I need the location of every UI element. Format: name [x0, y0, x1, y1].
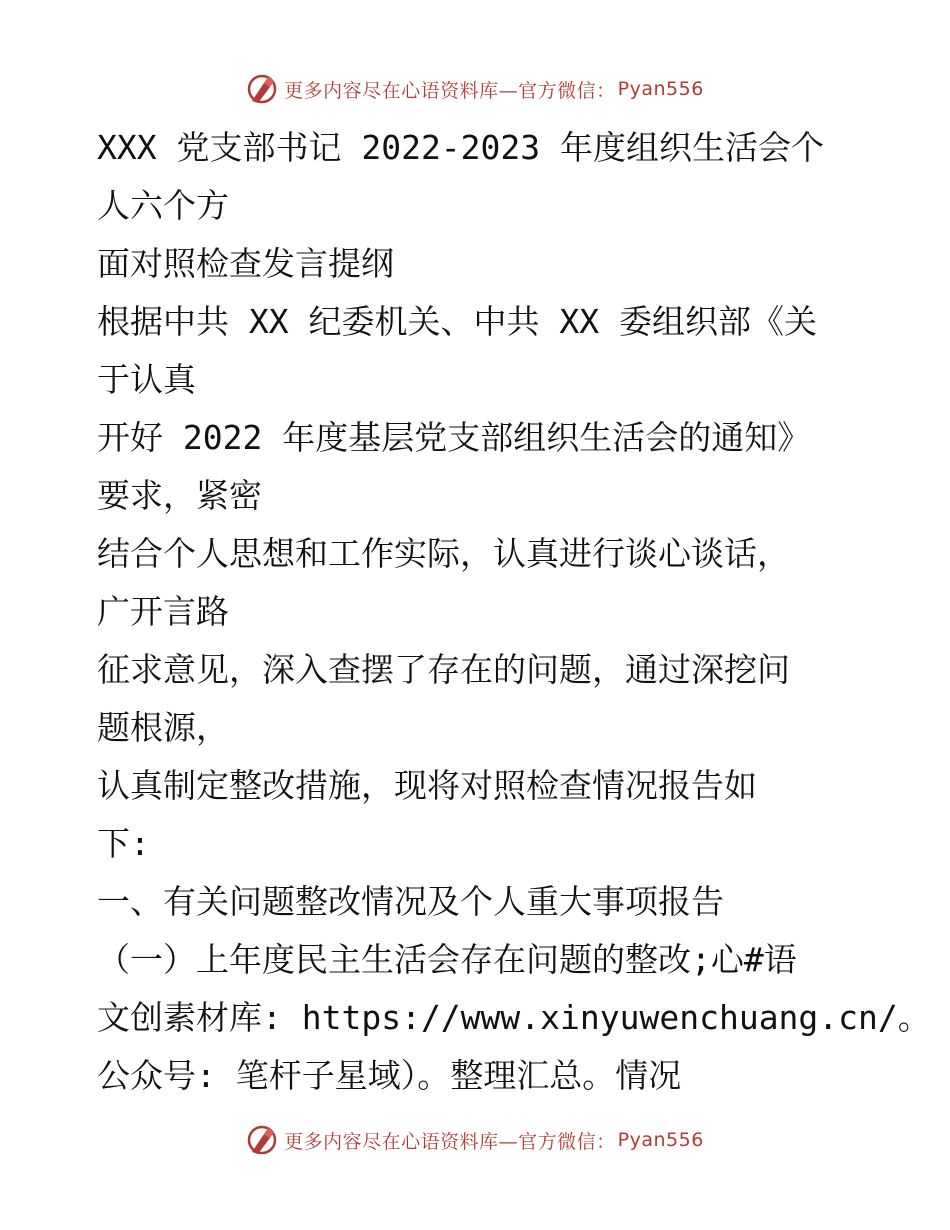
paragraph-line: 于认真	[97, 360, 196, 399]
paragraph-line: 认真制定整改措施，现将对照检查情况报告如	[97, 766, 757, 805]
banner-wechat-id: Pyan556	[617, 1129, 704, 1151]
paragraph-line: 结合个人思想和工作实际，认真进行谈心谈话，	[97, 534, 790, 573]
paragraph-line: 征求意见，深入查摆了存在的问题，通过深挖问	[97, 650, 790, 689]
paragraph-line: 开好 2022 年度基层党支部组织生活会的通知》	[97, 418, 811, 457]
pen-logo-icon	[246, 1124, 278, 1156]
pen-logo-icon	[246, 73, 278, 105]
paragraph-line: 广开言路	[97, 592, 229, 631]
paragraph-line: 题根源，	[97, 708, 229, 747]
subsection-heading: （一）上年度民主生活会存在问题的整改;心#语	[97, 940, 797, 979]
banner-wechat-id: Pyan556	[617, 78, 704, 100]
header-watermark-banner	[0, 72, 950, 106]
footer-watermark-banner	[0, 1123, 950, 1157]
banner-text: 更多内容尽在心语资料库—官方微信：	[284, 1130, 616, 1153]
paragraph-line: XXX 党支部书记 2022-2023 年度组织生活会个	[97, 128, 825, 167]
paragraph-line: 要求，紧密	[97, 476, 262, 515]
banner-text: 更多内容尽在心语资料库—官方微信：	[284, 79, 616, 102]
paragraph-line: 人六个方	[97, 186, 229, 225]
paragraph-line: 根据中共 XX 纪委机关、中共 XX 委组织部《关	[97, 302, 817, 341]
paragraph-line: 面对照检查发言提纲	[97, 244, 394, 283]
paragraph-line: 文创素材库: https://www.xinyuwenchuang.cn/。	[97, 998, 931, 1037]
paragraph-line: 公众号: 笔杆子星域）。整理汇总。情况	[97, 1056, 682, 1095]
section-heading: 一、有关问题整改情况及个人重大事项报告	[97, 882, 724, 921]
paragraph-line: 下:	[97, 824, 150, 863]
